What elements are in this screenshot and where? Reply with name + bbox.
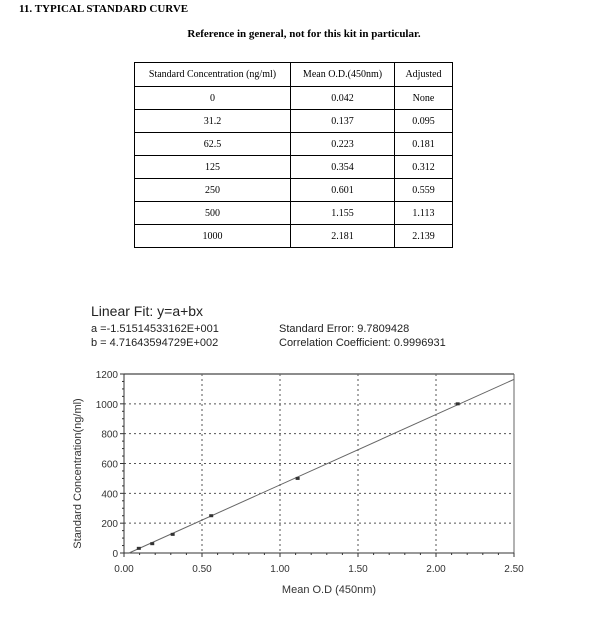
cell-mean-od: 0.601 (291, 179, 395, 202)
x-tick-label: 1.00 (270, 564, 290, 575)
cell-concentration: 0 (135, 87, 291, 110)
cell-mean-od: 0.137 (291, 110, 395, 133)
table-header-row (135, 63, 453, 87)
data-point (150, 542, 154, 545)
cell-adjusted: 0.095 (395, 110, 453, 133)
fit-correlation: Correlation Coefficient: 0.9996931 (279, 337, 446, 349)
fit-a: a =-1.51514533162E+001 (91, 323, 219, 335)
x-tick-label: 1.50 (348, 564, 368, 575)
table-row (135, 202, 453, 225)
cell-adjusted: 0.559 (395, 179, 453, 202)
header-concentration: Standard Concentration (ng/ml) (135, 63, 291, 87)
y-tick-label: 1000 (95, 399, 118, 411)
y-tick-label: 600 (101, 459, 118, 471)
data-point (171, 533, 175, 536)
fit-line (129, 379, 514, 553)
y-tick-label: 0 (112, 549, 118, 560)
cell-concentration: 62.5 (135, 133, 291, 156)
x-tick-label: 0.00 (114, 564, 134, 575)
header-adjusted: Adjusted (395, 63, 453, 87)
standard-curve-chart (0, 360, 600, 636)
data-point (296, 477, 300, 480)
cell-mean-od: 0.223 (291, 133, 395, 156)
table-row (135, 133, 453, 156)
data-point (137, 547, 141, 550)
fit-title: Linear Fit: y=a+bx (91, 303, 204, 319)
cell-concentration: 1000 (135, 225, 291, 248)
section-title: 11. TYPICAL STANDARD CURVE (19, 3, 189, 15)
x-tick-label: 2.50 (504, 564, 524, 575)
table-row (135, 225, 453, 248)
cell-adjusted: None (395, 87, 453, 110)
x-axis-label: Mean O.D (450nm) (281, 584, 377, 596)
y-tick-label: 200 (101, 519, 118, 531)
table-row (135, 110, 453, 133)
cell-concentration: 500 (135, 202, 291, 225)
cell-concentration: 250 (135, 179, 291, 202)
cell-concentration: 31.2 (135, 110, 291, 133)
cell-adjusted: 2.139 (395, 225, 453, 248)
y-tick-label: 800 (101, 429, 118, 441)
y-tick-label: 400 (101, 489, 118, 501)
x-tick-label: 0.50 (192, 564, 212, 575)
data-point (209, 514, 213, 517)
cell-mean-od: 0.042 (291, 87, 395, 110)
fit-std-error: Standard Error: 9.7809428 (279, 323, 410, 335)
cell-adjusted: 0.181 (395, 133, 453, 156)
fit-b: b = 4.71643594729E+002 (91, 337, 219, 349)
cell-mean-od: 2.181 (291, 225, 395, 248)
table-row (135, 179, 453, 202)
cell-mean-od: 1.155 (291, 202, 395, 225)
table-row (135, 156, 453, 179)
table-row (135, 87, 453, 110)
data-point (456, 402, 460, 405)
cell-mean-od: 0.354 (291, 156, 395, 179)
x-tick-label: 2.00 (426, 564, 446, 575)
cell-concentration: 125 (135, 156, 291, 179)
cell-adjusted: 0.312 (395, 156, 453, 179)
y-axis-label: Standard Concentration(ng/ml) (72, 398, 84, 549)
y-tick-label: 1200 (95, 370, 118, 381)
standard-curve-table (134, 62, 453, 248)
header-mean-od: Mean O.D.(450nm) (291, 63, 395, 87)
subtitle: Reference in general, not for this kit in particular. (187, 28, 421, 40)
cell-adjusted: 1.113 (395, 202, 453, 225)
